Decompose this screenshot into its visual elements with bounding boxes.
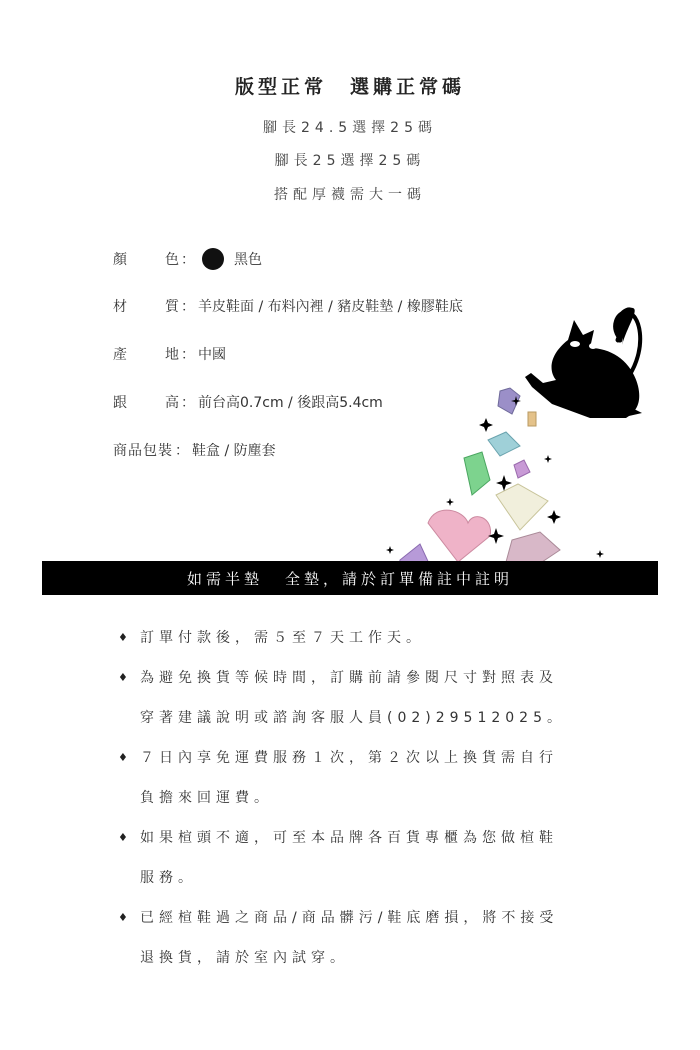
spec-value: 前台高0.7cm / 後跟高5.4cm xyxy=(198,395,383,411)
spec-label: 顏 色 xyxy=(113,252,179,268)
list-item xyxy=(118,738,618,818)
spec-value: 鞋盒 / 防塵套 xyxy=(192,443,276,459)
spec-label: 材 質 xyxy=(113,299,179,315)
diamond-bullet-icon: ♦ xyxy=(118,831,133,844)
spec-value: 中國 xyxy=(198,347,226,363)
page-title: 版型正常 選購正常碼 xyxy=(234,76,465,98)
note-text: 已經楦鞋過之商品/商品髒污/鞋底磨損，將不接受 退換貨，請於室內試穿。 xyxy=(140,910,559,966)
diamond-bullet-icon: ♦ xyxy=(118,671,133,684)
banner-text-2: 全墊，請於訂單備註中註明 xyxy=(285,569,514,588)
spec-label: 商品包裝 xyxy=(113,443,173,459)
color-swatch xyxy=(202,248,224,270)
padding-notice-banner xyxy=(42,561,658,595)
gems-icon xyxy=(398,388,560,570)
spec-material: 材 質 ： 羊皮鞋面 / 布料內裡 / 豬皮鞋墊 / 橡膠鞋底 xyxy=(113,296,463,316)
notes-list xyxy=(118,618,618,978)
diamond-bullet-icon: ♦ xyxy=(118,631,133,644)
spec-color: 顏 色 ： 黑色 xyxy=(113,248,262,270)
note-text: ７日內享免運費服務１次，第２次以上換貨需自行 負擔來回運費。 xyxy=(140,750,558,806)
list-item xyxy=(118,818,618,898)
spec-origin: 產 地 ： 中國 xyxy=(113,344,226,364)
list-item xyxy=(118,658,618,738)
spec-label: 產 地 xyxy=(113,347,179,363)
spec-label: 跟 高 xyxy=(113,395,179,411)
list-item xyxy=(118,618,618,658)
banner-text-1: 如需半墊 xyxy=(186,569,263,588)
cat-teapot-gems-icon xyxy=(380,300,680,570)
spec-packaging: 商品包裝 ： 鞋盒 / 防塵套 xyxy=(113,440,276,460)
spec-heel-height: 跟 高 ： 前台高0.7cm / 後跟高5.4cm xyxy=(113,392,383,412)
note-text: 如果楦頭不適，可至本品牌各百貨專櫃為您做楦鞋 服務。 xyxy=(140,830,558,886)
size-note-3: 搭配厚襪需大一碼 xyxy=(274,187,426,203)
list-item xyxy=(118,898,618,978)
size-note-1: 腳長24.5選擇25碼 xyxy=(263,120,437,136)
spec-value: 羊皮鞋面 / 布料內裡 / 豬皮鞋墊 / 橡膠鞋底 xyxy=(198,299,463,315)
spec-value: 黑色 xyxy=(234,252,262,268)
diamond-bullet-icon: ♦ xyxy=(118,751,133,764)
diamond-bullet-icon: ♦ xyxy=(118,911,133,924)
size-note-2: 腳長25選擇25碼 xyxy=(274,153,426,169)
note-text: 訂單付款後，需５至７天工作天。 xyxy=(140,630,425,646)
sparkle-icon xyxy=(386,396,604,558)
note-text: 為避免換貨等候時間，訂購前請參閱尺寸對照表及 穿著建議說明或諮詢客服人員(02)29512025。 xyxy=(140,670,566,726)
